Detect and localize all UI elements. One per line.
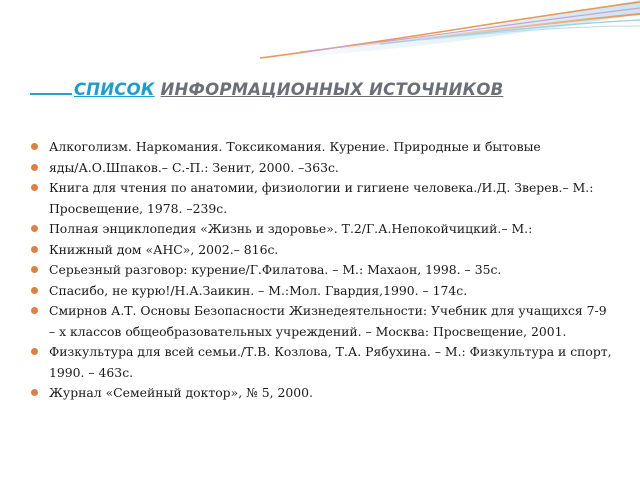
list-item: Серьезный разговор: курение/Г.Филатова. – М.: Махаон, 1998. – 35с.: [30, 260, 615, 281]
title-underline-spacer: [30, 79, 72, 95]
list-item: Смирнов А.Т. Основы Безопасности Жизнедеятельности: Учебник для учащихся 7-9 – х классов общеобразовательных учреждений. – Москва: Просвещение, 2001.: [30, 301, 615, 342]
list-item: Спасибо, не курю!/Н.А.Заикин. – М.:Мол. Гвардия,1990. – 174с.: [30, 281, 615, 302]
list-item: Полная энциклопедия «Жизнь и здоровье». Т.2/Г.А.Непокойчицкий.– М.:: [30, 219, 615, 240]
list-item: яды/А.О.Шпаков.– С.-П.: Зенит, 2000. –363с.: [30, 158, 615, 179]
list-item: Книга для чтения по анатомии, физиологии и гигиене человека./И.Д. Зверев.– М.: Просвещение, 1978. –239с.: [30, 178, 615, 219]
list-item: Журнал «Семейный доктор», № 5, 2000.: [30, 383, 615, 404]
title-word-sources: ИНФОРМАЦИОННЫХ ИСТОЧНИКОВ: [160, 80, 504, 99]
list-item: Физкультура для всей семьи./Т.В. Козлова, Т.А. Рябухина. – М.: Физкультура и спорт, 1990. – 463с.: [30, 342, 615, 383]
list-item: Книжный дом «АНС», 2002.– 816с.: [30, 240, 615, 261]
title-word-list: СПИСОК: [74, 80, 155, 99]
page-title: [30, 78, 620, 102]
list-item: Алкоголизм. Наркомания. Токсикомания. Курение. Природные и бытовые: [30, 137, 615, 158]
sources-list: [30, 137, 615, 404]
